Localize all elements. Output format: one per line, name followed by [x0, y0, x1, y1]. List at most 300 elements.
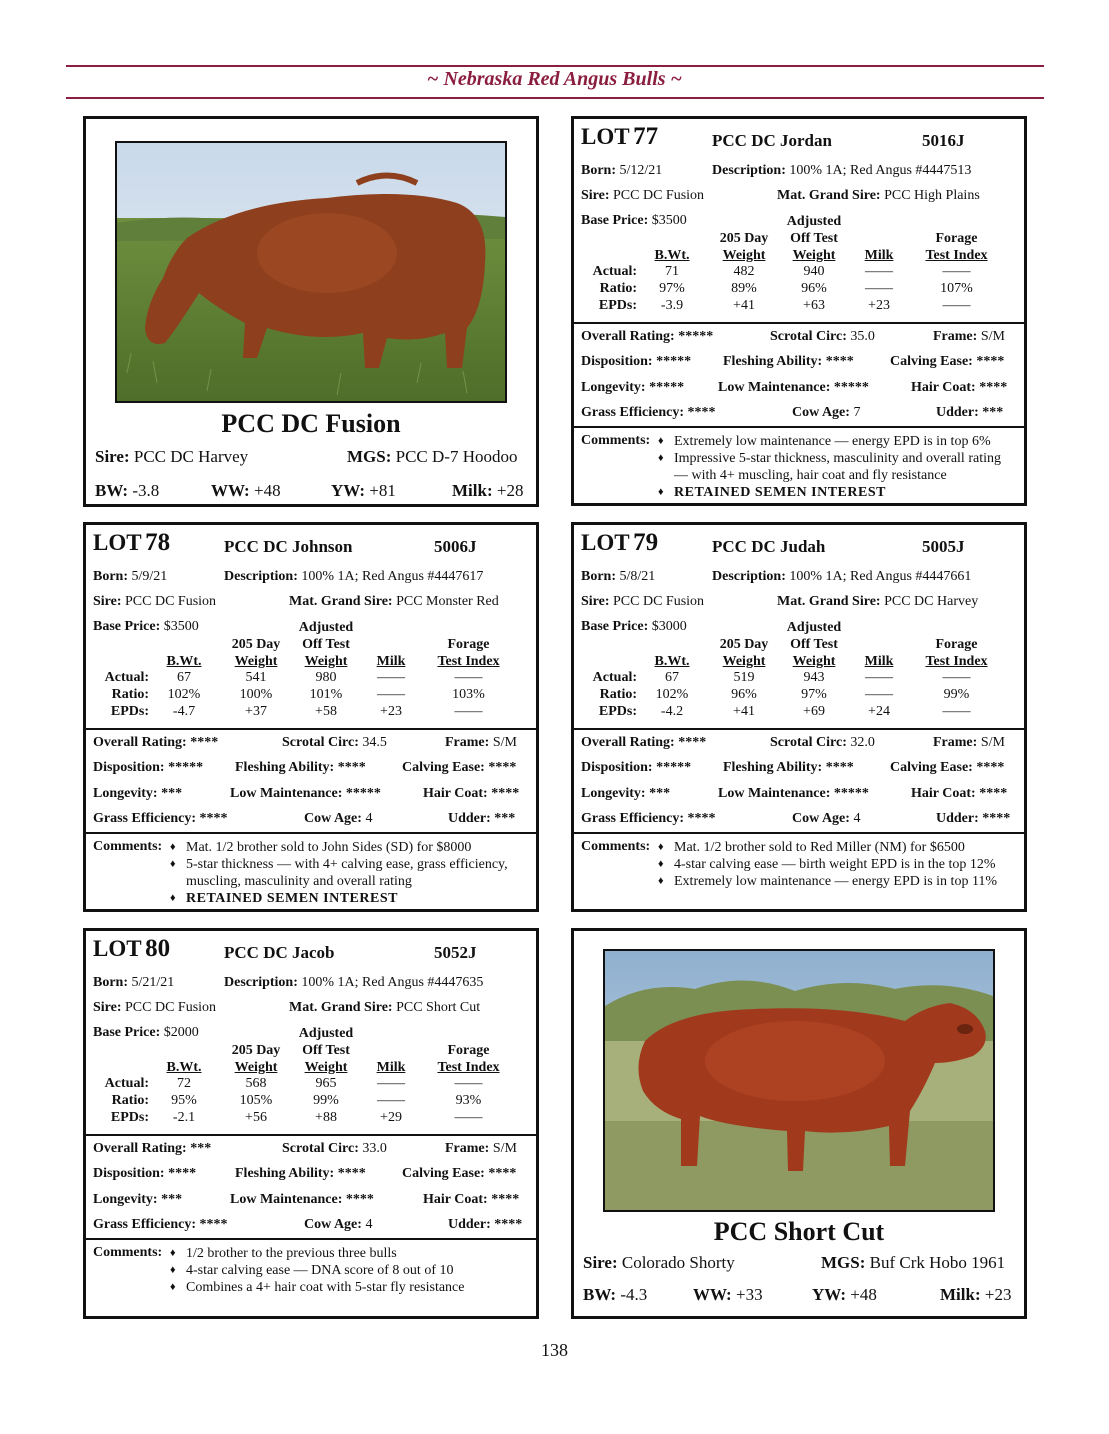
text-frame: S/M: [492, 1141, 517, 1156]
table-cell-actual-1: 519: [733, 670, 755, 685]
bullet-diamond-icon: ♦: [658, 435, 664, 447]
text-frame: Frame:: [933, 735, 978, 750]
table-cell-actual-4: ——: [942, 264, 971, 279]
text-lot: 77: [633, 123, 659, 150]
fleshing-rating: [235, 1166, 366, 1182]
scrotal-circ: [282, 1141, 387, 1157]
text-price: $3500: [163, 619, 199, 634]
table-cell-actual-0: 67: [665, 670, 679, 685]
comment-item: [658, 450, 1018, 484]
lot-bull-name: PCC DC Johnson: [224, 537, 353, 556]
sire-field: [581, 594, 704, 610]
header-rule-bottom: [66, 97, 1044, 99]
lot-number: [93, 529, 170, 557]
col-forage-1: Forage: [447, 637, 490, 652]
udder-rating: [448, 1217, 522, 1233]
mgs-field: [777, 188, 980, 204]
text-scrotal: 32.0: [850, 735, 875, 750]
udder-rating: [448, 811, 515, 827]
table-cell-epds-3: +24: [868, 704, 890, 719]
ww-stat: WW: +33: [693, 1285, 763, 1304]
page-number: 138: [541, 1340, 568, 1360]
comments-list: [658, 433, 1018, 501]
text-lowmaint: ****: [345, 1192, 374, 1207]
overall-rating: [93, 1141, 211, 1157]
table-cell-actual-3: ——: [377, 1076, 405, 1091]
mgs-line: [821, 1253, 1005, 1273]
cow-age: [304, 811, 372, 827]
col-adj-2: Off Test: [790, 637, 838, 652]
table-cell-actual-3: ——: [865, 264, 893, 279]
text-longevity: ***: [161, 786, 183, 801]
table-cell-actual-4: ——: [454, 1076, 483, 1091]
header-rule-top: [66, 65, 1044, 67]
text-disposition: Disposition:: [93, 1166, 165, 1181]
col-adj-2: Off Test: [302, 637, 350, 652]
lot-card-80: [83, 928, 539, 1319]
lot-number: [581, 123, 658, 151]
ratings-section: [86, 1134, 536, 1238]
comments-section: [574, 426, 1024, 500]
longevity-rating: [93, 786, 182, 802]
table-cell-ratio-0: 95%: [171, 1093, 197, 1108]
table-cell-ratio-0: 102%: [655, 687, 689, 702]
text-mgs: PCC Short Cut: [396, 1000, 481, 1015]
overall-rating: [581, 735, 706, 751]
col-adj-3: Weight: [792, 248, 836, 263]
col-205-top: 205 Day: [719, 231, 769, 246]
text-lot: 79: [633, 529, 659, 556]
base-price-field: [581, 619, 687, 635]
ratings-section: [574, 728, 1024, 832]
col-adj-1: Adjusted: [786, 214, 842, 229]
sire-name: PCC Short Cut: [713, 1217, 885, 1246]
mgs-value: PCC D-7 Hoodoo: [395, 447, 518, 466]
text-sire: Sire:: [581, 188, 610, 203]
table-cell-actual-0: 71: [665, 264, 679, 279]
row-label-epds: EPDs:: [110, 1110, 149, 1125]
row-label-ratio: Ratio:: [599, 281, 637, 296]
sire-name: PCC DC Fusion: [221, 409, 401, 438]
fleshing-rating: [235, 760, 366, 776]
description-field: [712, 163, 971, 179]
text-cowage: Cow Age:: [792, 811, 850, 826]
text-disposition: *****: [656, 760, 692, 775]
text-disposition: *****: [168, 760, 204, 775]
text-description: Description:: [224, 975, 298, 990]
text-fleshing: Fleshing Ability:: [723, 760, 823, 775]
text-longevity: *****: [649, 380, 685, 395]
sire-field: [93, 1000, 216, 1016]
comments-label: Comments:: [93, 1245, 163, 1260]
lot-bull-name: PCC DC Jacob: [224, 943, 335, 962]
text-haircoat: Hair Coat:: [911, 380, 976, 395]
text-calving: ****: [488, 1166, 517, 1181]
text-scrotal: 35.0: [850, 329, 875, 344]
mgs-field: [777, 594, 978, 610]
text-disposition: Disposition:: [581, 760, 653, 775]
mgs-field: [289, 594, 499, 610]
disposition-rating: [581, 354, 691, 370]
comment-item: [658, 856, 1018, 873]
text-longevity: ***: [649, 786, 671, 801]
mgs-field: [289, 1000, 480, 1016]
table-cell-ratio-2: 99%: [313, 1093, 339, 1108]
scrotal-circ: [770, 735, 875, 751]
cow-age: [792, 405, 860, 421]
low-maintenance-rating: [230, 786, 381, 802]
comments-section: [86, 1238, 536, 1295]
text-born: 5/12/21: [619, 163, 663, 178]
table-cell-actual-1: 482: [733, 264, 755, 279]
table-cell-ratio-1: 89%: [731, 281, 757, 296]
udder-rating: [936, 405, 1003, 421]
text-fleshing: Fleshing Ability:: [723, 354, 823, 369]
sire-card-fusion: [83, 116, 539, 507]
table-cell-epds-2: +69: [803, 704, 825, 719]
text-born: 5/9/21: [131, 569, 168, 584]
table-cell-actual-3: ——: [377, 670, 405, 685]
table-cell-ratio-0: 97%: [659, 281, 685, 296]
text-haircoat: ****: [491, 786, 520, 801]
table-cell-ratio-2: 97%: [801, 687, 827, 702]
text-born: Born:: [93, 975, 128, 990]
text-scrotal: Scrotal Circ:: [770, 735, 847, 750]
text-description: Description:: [712, 569, 786, 584]
text-lot_prefix: LOT: [93, 936, 142, 961]
frame-score: [445, 1141, 517, 1157]
table-cell-ratio-1: 105%: [239, 1093, 273, 1108]
row-label-epds: EPDs:: [598, 298, 637, 313]
text-cowage: Cow Age:: [304, 1217, 362, 1232]
hair-coat-rating: [911, 786, 1007, 802]
text-udder: ***: [982, 405, 1004, 420]
text-sire: Sire:: [581, 594, 610, 609]
comments-section: [574, 832, 1024, 889]
table-cell-actual-0: 67: [177, 670, 191, 685]
table-cell-epds-4: ——: [454, 704, 483, 719]
text-fleshing: Fleshing Ability:: [235, 1166, 335, 1181]
table-cell-epds-3: +23: [868, 298, 890, 313]
comment-text: Extremely low maintenance — energy EPD is in top 6%: [674, 434, 991, 449]
mgs-line: [347, 447, 518, 467]
col-forage-2: Test Index: [925, 248, 988, 263]
text-price: $3000: [651, 619, 687, 634]
col-adj-1: Adjusted: [298, 620, 354, 635]
text-grass: ****: [687, 811, 716, 826]
comments-list: [658, 839, 1018, 890]
bullet-diamond-icon: ♦: [658, 841, 664, 853]
cow-age: [792, 811, 860, 827]
hair-coat-rating: [423, 1192, 519, 1208]
text-longevity: Longevity:: [581, 786, 646, 801]
base-price-field: [93, 1025, 199, 1041]
col-adj-2: Off Test: [302, 1043, 350, 1058]
text-lot_prefix: LOT: [581, 530, 630, 555]
born-field: [93, 569, 167, 585]
text-description: 100% 1A; Red Angus #4447661: [789, 569, 972, 584]
row-label-ratio: Ratio:: [599, 687, 637, 702]
row-label-epds: EPDs:: [110, 704, 149, 719]
comment-item: [170, 890, 530, 907]
col-adj-1: Adjusted: [298, 1026, 354, 1041]
table-cell-ratio-0: 102%: [167, 687, 201, 702]
disposition-rating: [93, 1166, 196, 1182]
sire-value: PCC DC Harvey: [133, 447, 249, 466]
base-price-field: [581, 213, 687, 229]
table-cell-actual-3: ——: [865, 670, 893, 685]
col-forage-2: Test Index: [925, 654, 988, 669]
text-cowage: 4: [365, 1217, 373, 1232]
text-grass: Grass Efficiency:: [581, 405, 685, 420]
mgs-label: MGS:: [821, 1253, 866, 1272]
sire-card-short-cut: [571, 928, 1027, 1319]
table-cell-ratio-3: ——: [865, 687, 893, 702]
col-205-bot: Weight: [722, 654, 766, 669]
text-grass: ****: [199, 1217, 228, 1232]
disposition-rating: [581, 760, 691, 776]
text-price: $3500: [651, 213, 687, 228]
text-lowmaint: *****: [345, 786, 381, 801]
lot-tag-id: 5006J: [434, 537, 477, 556]
text-cowage: 4: [365, 811, 373, 826]
table-cell-epds-4: ——: [942, 298, 971, 313]
overall-rating: [581, 329, 713, 345]
col-205-bot: Weight: [722, 248, 766, 263]
col-adj-3: Weight: [304, 654, 348, 669]
table-cell-ratio-3: ——: [865, 281, 893, 296]
frame-score: [933, 329, 1005, 345]
text-overall: *****: [678, 329, 714, 344]
col-bwt: B.Wt.: [166, 1060, 202, 1075]
bullet-diamond-icon: ♦: [658, 875, 664, 887]
text-udder: Udder:: [448, 1217, 491, 1232]
table-cell-ratio-4: 107%: [940, 281, 973, 296]
table-cell-ratio-4: 99%: [943, 687, 970, 702]
comment-text: 5-star thickness — with 4+ calving ease, grass efficiency, muscling, masculinity and overall rating: [186, 857, 508, 889]
row-label-ratio: Ratio:: [111, 687, 149, 702]
text-lowmaint: Low Maintenance:: [718, 786, 831, 801]
milk-stat: Milk: +23: [940, 1285, 1012, 1304]
lot-tag-id: 5052J: [434, 943, 477, 962]
text-description: Description:: [712, 163, 786, 178]
text-mgs: PCC DC Harvey: [884, 594, 979, 609]
ww-stat: WW: +48: [211, 481, 281, 500]
low-maintenance-rating: [718, 380, 869, 396]
lot-info-section: [86, 931, 536, 1134]
text-disposition: *****: [656, 354, 692, 369]
text-udder: ****: [982, 811, 1011, 826]
table-cell-ratio-2: 96%: [801, 281, 827, 296]
text-fleshing: Fleshing Ability:: [235, 760, 335, 775]
col-bwt: B.Wt.: [654, 654, 690, 669]
col-205-bot: Weight: [234, 654, 278, 669]
comment-text: Combines a 4+ hair coat with 5-star fly resistance: [186, 1280, 465, 1295]
lot-card-79: [571, 522, 1027, 912]
text-overall: ****: [190, 735, 219, 750]
text-mgs_long: Mat. Grand Sire:: [777, 594, 881, 609]
col-bwt: B.Wt.: [166, 654, 202, 669]
text-disposition: Disposition:: [581, 354, 653, 369]
comments-label: Comments:: [581, 839, 651, 854]
overall-rating: [93, 735, 218, 751]
text-mgs_long: Mat. Grand Sire:: [289, 1000, 393, 1015]
calving-ease-rating: [890, 760, 1004, 776]
text-lot: 80: [145, 935, 171, 962]
row-label-actual: Actual:: [592, 670, 637, 685]
col-adj-1: Adjusted: [786, 620, 842, 635]
text-grass: Grass Efficiency:: [581, 811, 685, 826]
table-cell-epds-0: -3.9: [660, 298, 684, 313]
comment-item: [170, 856, 530, 890]
col-forage-1: Forage: [935, 637, 978, 652]
bull-photo-short-cut: [603, 949, 995, 1212]
bullet-diamond-icon: ♦: [658, 858, 664, 870]
col-milk: Milk: [864, 248, 894, 263]
calving-ease-rating: [402, 1166, 516, 1182]
bullet-diamond-icon: ♦: [658, 486, 665, 498]
text-scrotal: Scrotal Circ:: [282, 735, 359, 750]
bull-photo-fusion: [115, 141, 507, 403]
comment-text: Mat. 1/2 brother sold to Red Miller (NM) for $6500: [674, 840, 965, 855]
table-cell-ratio-4: 93%: [455, 1093, 482, 1108]
comment-text: Mat. 1/2 brother sold to John Sides (SD) for $8000: [186, 840, 472, 855]
comment-item: [658, 433, 1018, 450]
text-grass: Grass Efficiency:: [93, 1217, 197, 1232]
text-fleshing: ****: [337, 1166, 366, 1181]
text-mgs_long: Mat. Grand Sire:: [289, 594, 393, 609]
text-udder: ***: [494, 811, 516, 826]
comments-label: Comments:: [93, 839, 163, 854]
lot-bull-name: PCC DC Jordan: [712, 131, 832, 150]
text-frame: S/M: [980, 329, 1005, 344]
table-cell-epds-0: -4.7: [172, 704, 196, 719]
text-description: 100% 1A; Red Angus #4447635: [301, 975, 484, 990]
comments-list: [170, 1245, 530, 1296]
disposition-rating: [93, 760, 203, 776]
text-haircoat: Hair Coat:: [911, 786, 976, 801]
calving-ease-rating: [402, 760, 516, 776]
text-grass: ****: [199, 811, 228, 826]
text-sire: PCC DC Fusion: [125, 594, 217, 609]
text-overall: Overall Rating:: [581, 329, 675, 344]
text-cowage: Cow Age:: [304, 811, 362, 826]
text-frame: Frame:: [445, 735, 490, 750]
text-base_price: Base Price:: [93, 1025, 161, 1040]
text-mgs: PCC Monster Red: [396, 594, 499, 609]
text-base_price: Base Price:: [93, 619, 161, 634]
text-sire: Sire:: [93, 1000, 122, 1015]
bullet-diamond-icon: ♦: [170, 1281, 176, 1293]
text-udder: Udder:: [936, 405, 979, 420]
text-overall: Overall Rating:: [93, 1141, 187, 1156]
text-born: Born:: [581, 569, 616, 584]
fleshing-rating: [723, 354, 854, 370]
text-udder: ****: [494, 1217, 523, 1232]
text-haircoat: ****: [491, 1192, 520, 1207]
text-grass: Grass Efficiency:: [93, 811, 197, 826]
comment-text: Impressive 5-star thickness, masculinity and overall rating — with 4+ muscling, hair coat and fly resistance: [674, 451, 1001, 483]
table-cell-ratio-4: 103%: [452, 687, 485, 702]
sire-label: Sire:: [95, 447, 130, 466]
text-born: 5/21/21: [131, 975, 175, 990]
row-label-actual: Actual:: [592, 264, 637, 279]
lot-info-section: [574, 525, 1024, 728]
born-field: [581, 163, 662, 179]
text-calving: ****: [488, 760, 517, 775]
comment-text: RETAINED SEMEN INTEREST: [674, 485, 886, 500]
table-cell-actual-2: 940: [803, 264, 825, 279]
col-205-top: 205 Day: [719, 637, 769, 652]
table-cell-ratio-1: 96%: [731, 687, 757, 702]
table-cell-actual-2: 943: [803, 670, 825, 685]
table-cell-epds-2: +63: [803, 298, 825, 313]
col-milk: Milk: [864, 654, 894, 669]
sire-line: [583, 1253, 735, 1273]
text-description: Description:: [224, 569, 298, 584]
text-scrotal: Scrotal Circ:: [770, 329, 847, 344]
text-lot_prefix: LOT: [93, 530, 142, 555]
description-field: [224, 569, 483, 585]
text-longevity: Longevity:: [93, 1192, 158, 1207]
yw-stat: YW: +48: [812, 1285, 877, 1304]
frame-score: [445, 735, 517, 751]
text-haircoat: Hair Coat:: [423, 786, 488, 801]
standing-bull-illustration: [605, 951, 993, 1210]
table-cell-epds-1: +56: [245, 1110, 267, 1125]
text-longevity: Longevity:: [93, 786, 158, 801]
table-cell-ratio-2: 101%: [309, 687, 343, 702]
table-cell-epds-4: ——: [942, 704, 971, 719]
text-lowmaint: Low Maintenance:: [230, 1192, 343, 1207]
lot-bull-name: PCC DC Judah: [712, 537, 826, 556]
table-cell-ratio-3: ——: [377, 687, 405, 702]
longevity-rating: [581, 786, 670, 802]
bullet-diamond-icon: ♦: [170, 841, 176, 853]
text-lowmaint: Low Maintenance:: [718, 380, 831, 395]
table-cell-epds-0: -4.2: [660, 704, 684, 719]
text-frame: S/M: [492, 735, 517, 750]
sire-label: Sire:: [583, 1253, 618, 1272]
lot-tag-id: 5016J: [922, 131, 965, 150]
grass-efficiency-rating: [93, 1217, 228, 1233]
sire-value: Colorado Shorty: [621, 1253, 735, 1272]
text-sire: PCC DC Fusion: [613, 188, 705, 203]
comment-item: [658, 839, 1018, 856]
text-calving: Calving Ease:: [890, 760, 973, 775]
text-lowmaint: Low Maintenance:: [230, 786, 343, 801]
row-label-actual: Actual:: [104, 1076, 149, 1091]
text-fleshing: ****: [337, 760, 366, 775]
text-description: 100% 1A; Red Angus #4447513: [789, 163, 972, 178]
low-maintenance-rating: [230, 1192, 374, 1208]
table-cell-epds-1: +41: [733, 298, 755, 313]
comment-item: [658, 873, 1018, 890]
text-base_price: Base Price:: [581, 213, 649, 228]
born-field: [93, 975, 174, 991]
text-frame: S/M: [980, 735, 1005, 750]
grass-efficiency-rating: [93, 811, 228, 827]
description-field: [712, 569, 971, 585]
ratings-section: [86, 728, 536, 832]
text-calving: Calving Ease:: [402, 1166, 485, 1181]
text-haircoat: ****: [979, 380, 1008, 395]
hair-coat-rating: [423, 786, 519, 802]
table-cell-actual-1: 541: [245, 670, 267, 685]
text-cowage: Cow Age:: [792, 405, 850, 420]
comment-text: Extremely low maintenance — energy EPD is in top 11%: [674, 874, 998, 889]
lot-number: [93, 935, 170, 963]
